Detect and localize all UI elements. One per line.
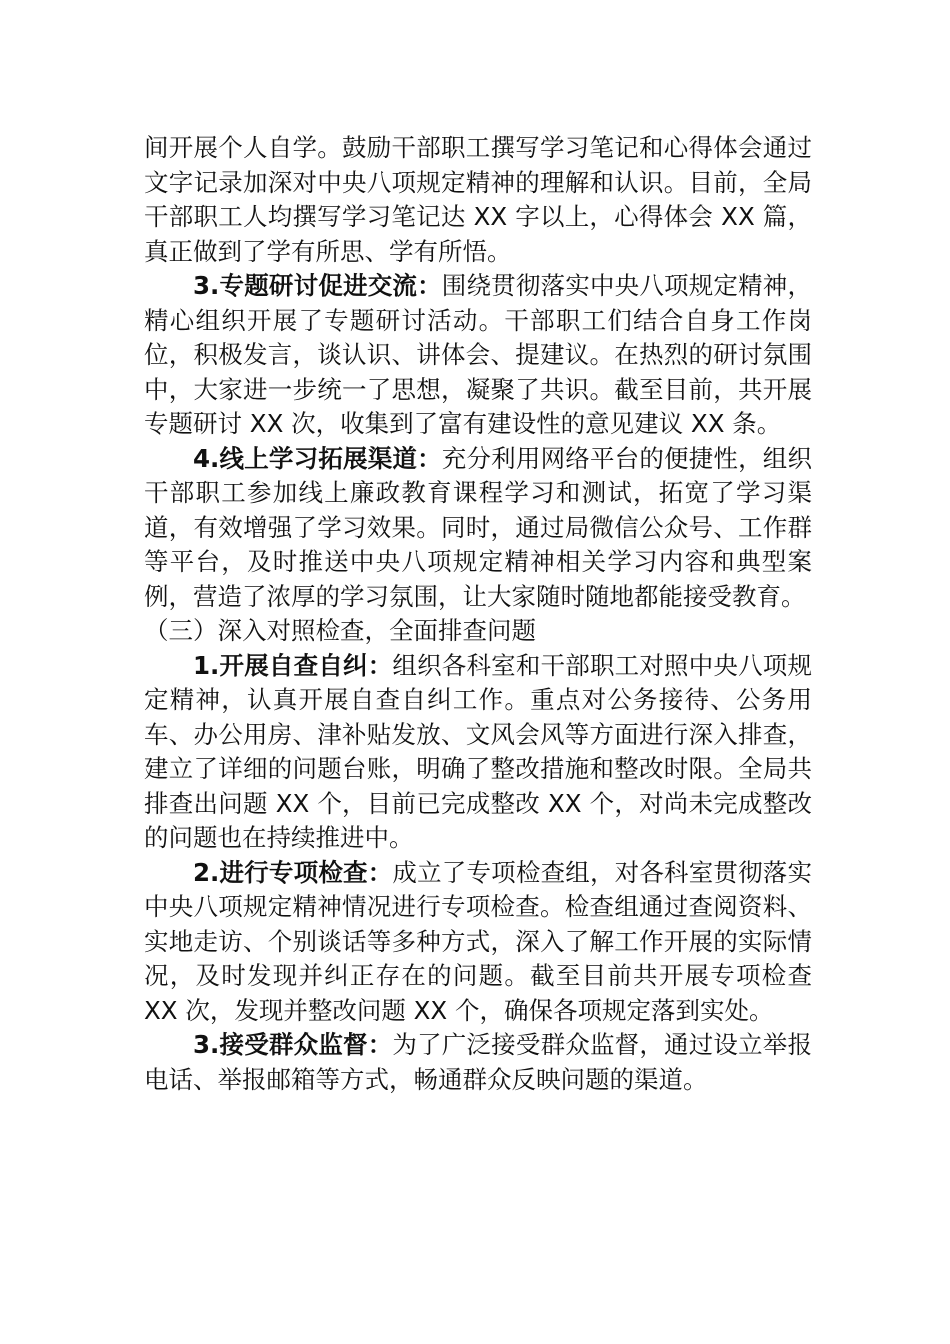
paragraph-lead: 2.进行专项检查：	[193, 857, 393, 887]
paragraph-text: 组织各科室和干部职工对照中央八项规定精神，认真开展自查自纠工作。重点对公务接待、公务用车、办公用房、津补贴发放、文风会风等方面进行深入排查，建立了详细的问题台账，明确了整改措施和整改时限。全局共排查出问题 XX 个，目前已完成整改 XX 个，对尚未完成整改的问题也在持续推进中。	[144, 650, 812, 852]
paragraph-self-inspection	[144, 649, 812, 856]
paragraph-lead: 3.接受群众监督：	[193, 1030, 393, 1059]
paragraph-text: 间开展个人自学。鼓励干部职工撰写学习笔记和心得体会通过文字记录加深对中央八项规定精神的理解和认识。目前，全局干部职工人均撰写学习笔记达 XX 字以上，心得体会 XX 篇，真正做到了学有所思、学有所悟。	[144, 133, 812, 266]
section-heading	[144, 614, 812, 649]
paragraph-text: 为了广泛接受群众监督，通过设立举报电话、举报邮箱等方式，畅通群众反映问题的渠道。	[144, 1030, 812, 1094]
paragraph-lead: 1.开展自查自纠：	[193, 650, 393, 680]
paragraph-online-learning	[144, 442, 812, 615]
paragraph-lead: 3.专题研讨促进交流：	[193, 271, 442, 300]
document-body	[144, 131, 812, 1097]
paragraph-self-study-continuation	[144, 131, 812, 269]
paragraph-text: 围绕贯彻落实中央八项规定精神，精心组织开展了专题研讨活动。干部职工们结合自身工作岗位，积极发言，谈认识、讲体会、提建议。在热烈的研讨氛围中，大家进一步统一了思想，凝聚了共识。截至目前，共开展专题研讨 XX 次，收集到了富有建设性的意见建议 XX 条。	[144, 271, 813, 438]
paragraph-text: 成立了专项检查组，对各科室贯彻落实中央八项规定精神情况进行专项检查。检查组通过查阅资料、实地走访、个别谈话等多种方式，深入了解工作开展的实际情况，及时发现并纠正存在的问题。截至目前共开展专项检查 XX 次，发现并整改问题 XX 个，确保各项规定落到实处。	[144, 857, 812, 1025]
paragraph-lead: 4.线上学习拓展渠道：	[193, 443, 442, 473]
paragraph-public-supervision	[144, 1028, 812, 1097]
paragraph-text: 充分利用网络平台的便捷性，组织干部职工参加线上廉政教育课程学习和测试，拓宽了学习渠道，有效增强了学习效果。同时，通过局微信公众号、工作群等平台，及时推送中央八项规定精神相关学习内容和典型案例，营造了浓厚的学习氛围，让大家随时随地都能接受教育。	[144, 443, 813, 611]
paragraph-special-inspection	[144, 856, 812, 1029]
paragraph-seminar	[144, 269, 812, 442]
section-heading-text: （三）深入对照检查，全面排查问题	[144, 616, 536, 645]
